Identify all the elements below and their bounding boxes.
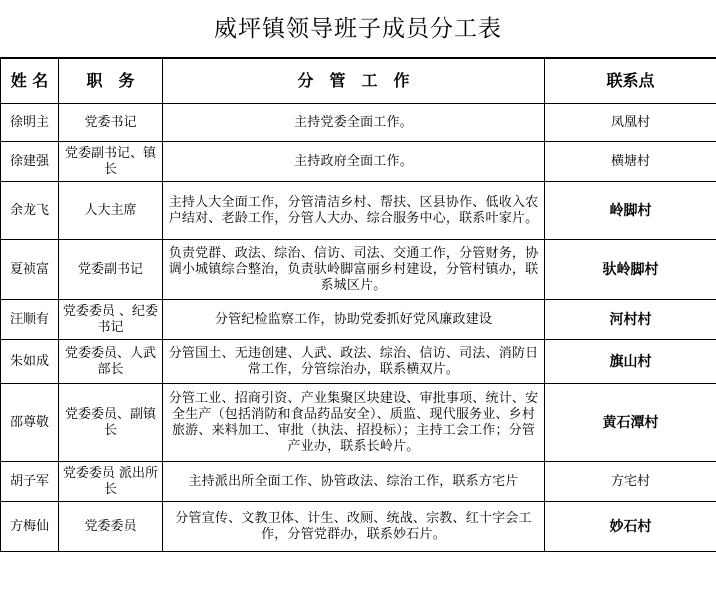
header-duties: 分 管 工 作: [163, 59, 545, 104]
table-row: [1, 104, 716, 142]
table-row: [1, 340, 716, 384]
position-cell: 党委委员、人武部长: [59, 340, 163, 384]
table-row: [1, 182, 716, 240]
table-row: [1, 300, 716, 340]
table-row: [1, 502, 716, 552]
contact-cell: 岭脚村: [545, 182, 716, 240]
contact-cell: 妙石村: [545, 502, 716, 552]
contact-cell: 凤凰村: [545, 104, 716, 142]
contact-cell: 横塘村: [545, 142, 716, 182]
duties-cell: 主持党委全面工作。: [163, 104, 545, 142]
duties-cell: 分管国土、无违创建、人武、政法、综治、信访、司法、消防日常工作，分管综治办，联系横双片。: [163, 340, 545, 384]
duties-cell: 负责党群、政法、综治、信访、司法、交通工作，分管财务，协调小城镇综合整治，负责驮岭脚富丽乡村建设，分管村镇办，联系城区片。: [163, 240, 545, 300]
table-row: [1, 142, 716, 182]
duties-cell: 分管纪检监察工作，协助党委抓好党风廉政建设: [163, 300, 545, 340]
assignment-table: [0, 58, 716, 552]
contact-cell: 河村村: [545, 300, 716, 340]
duties-cell: 主持政府全面工作。: [163, 142, 545, 182]
duties-cell: 主持人大全面工作，分管清洁乡村、帮扶、区县协作、低收入农户结对、老龄工作，分管人大办、综合服务中心，联系叶家片。: [163, 182, 545, 240]
duties-cell: 分管工业、招商引资、产业集聚区块建设、审批事项、统计、安全生产（包括消防和食品药品安全）、质监、现代服务业、乡村旅游、来料加工、审批（执法、招投标）；主持工会工作；分管产业办，联系长岭片。: [163, 384, 545, 462]
name-cell: 汪顺有: [1, 300, 59, 340]
position-cell: 人大主席: [59, 182, 163, 240]
table-row: [1, 384, 716, 462]
contact-cell: 方宅村: [545, 462, 716, 502]
name-cell: 朱如成: [1, 340, 59, 384]
duties-cell: 分管宣传、文教卫体、计生、改厕、统战、宗教、红十字会工作，分管党群办，联系妙石片。: [163, 502, 545, 552]
position-cell: 党委委员、副镇长: [59, 384, 163, 462]
position-cell: 党委书记: [59, 104, 163, 142]
header-position: 职 务: [59, 59, 163, 104]
contact-cell: 旗山村: [545, 340, 716, 384]
header-contact: 联系点: [545, 59, 716, 104]
name-cell: 方梅仙: [1, 502, 59, 552]
table-row: [1, 240, 716, 300]
name-cell: 邵尊敬: [1, 384, 59, 462]
name-cell: 胡子军: [1, 462, 59, 502]
name-cell: 余龙飞: [1, 182, 59, 240]
position-cell: 党委副书记、镇长: [59, 142, 163, 182]
document-title: 威坪镇领导班子成员分工表: [0, 0, 716, 58]
contact-cell: 黄石潭村: [545, 384, 716, 462]
position-cell: 党委副书记: [59, 240, 163, 300]
contact-cell: 驮岭脚村: [545, 240, 716, 300]
name-cell: 夏祯富: [1, 240, 59, 300]
table-row: [1, 462, 716, 502]
position-cell: 党委委员 派出所长: [59, 462, 163, 502]
position-cell: 党委委员: [59, 502, 163, 552]
position-cell: 党委委员 、纪委书记: [59, 300, 163, 340]
name-cell: 徐建强: [1, 142, 59, 182]
header-name: 姓 名: [1, 59, 59, 104]
duties-cell: 主持派出所全面工作、协管政法、综治工作，联系方宅片: [163, 462, 545, 502]
table-body: [1, 104, 716, 552]
name-cell: 徐明主: [1, 104, 59, 142]
table-header-row: [1, 59, 716, 104]
